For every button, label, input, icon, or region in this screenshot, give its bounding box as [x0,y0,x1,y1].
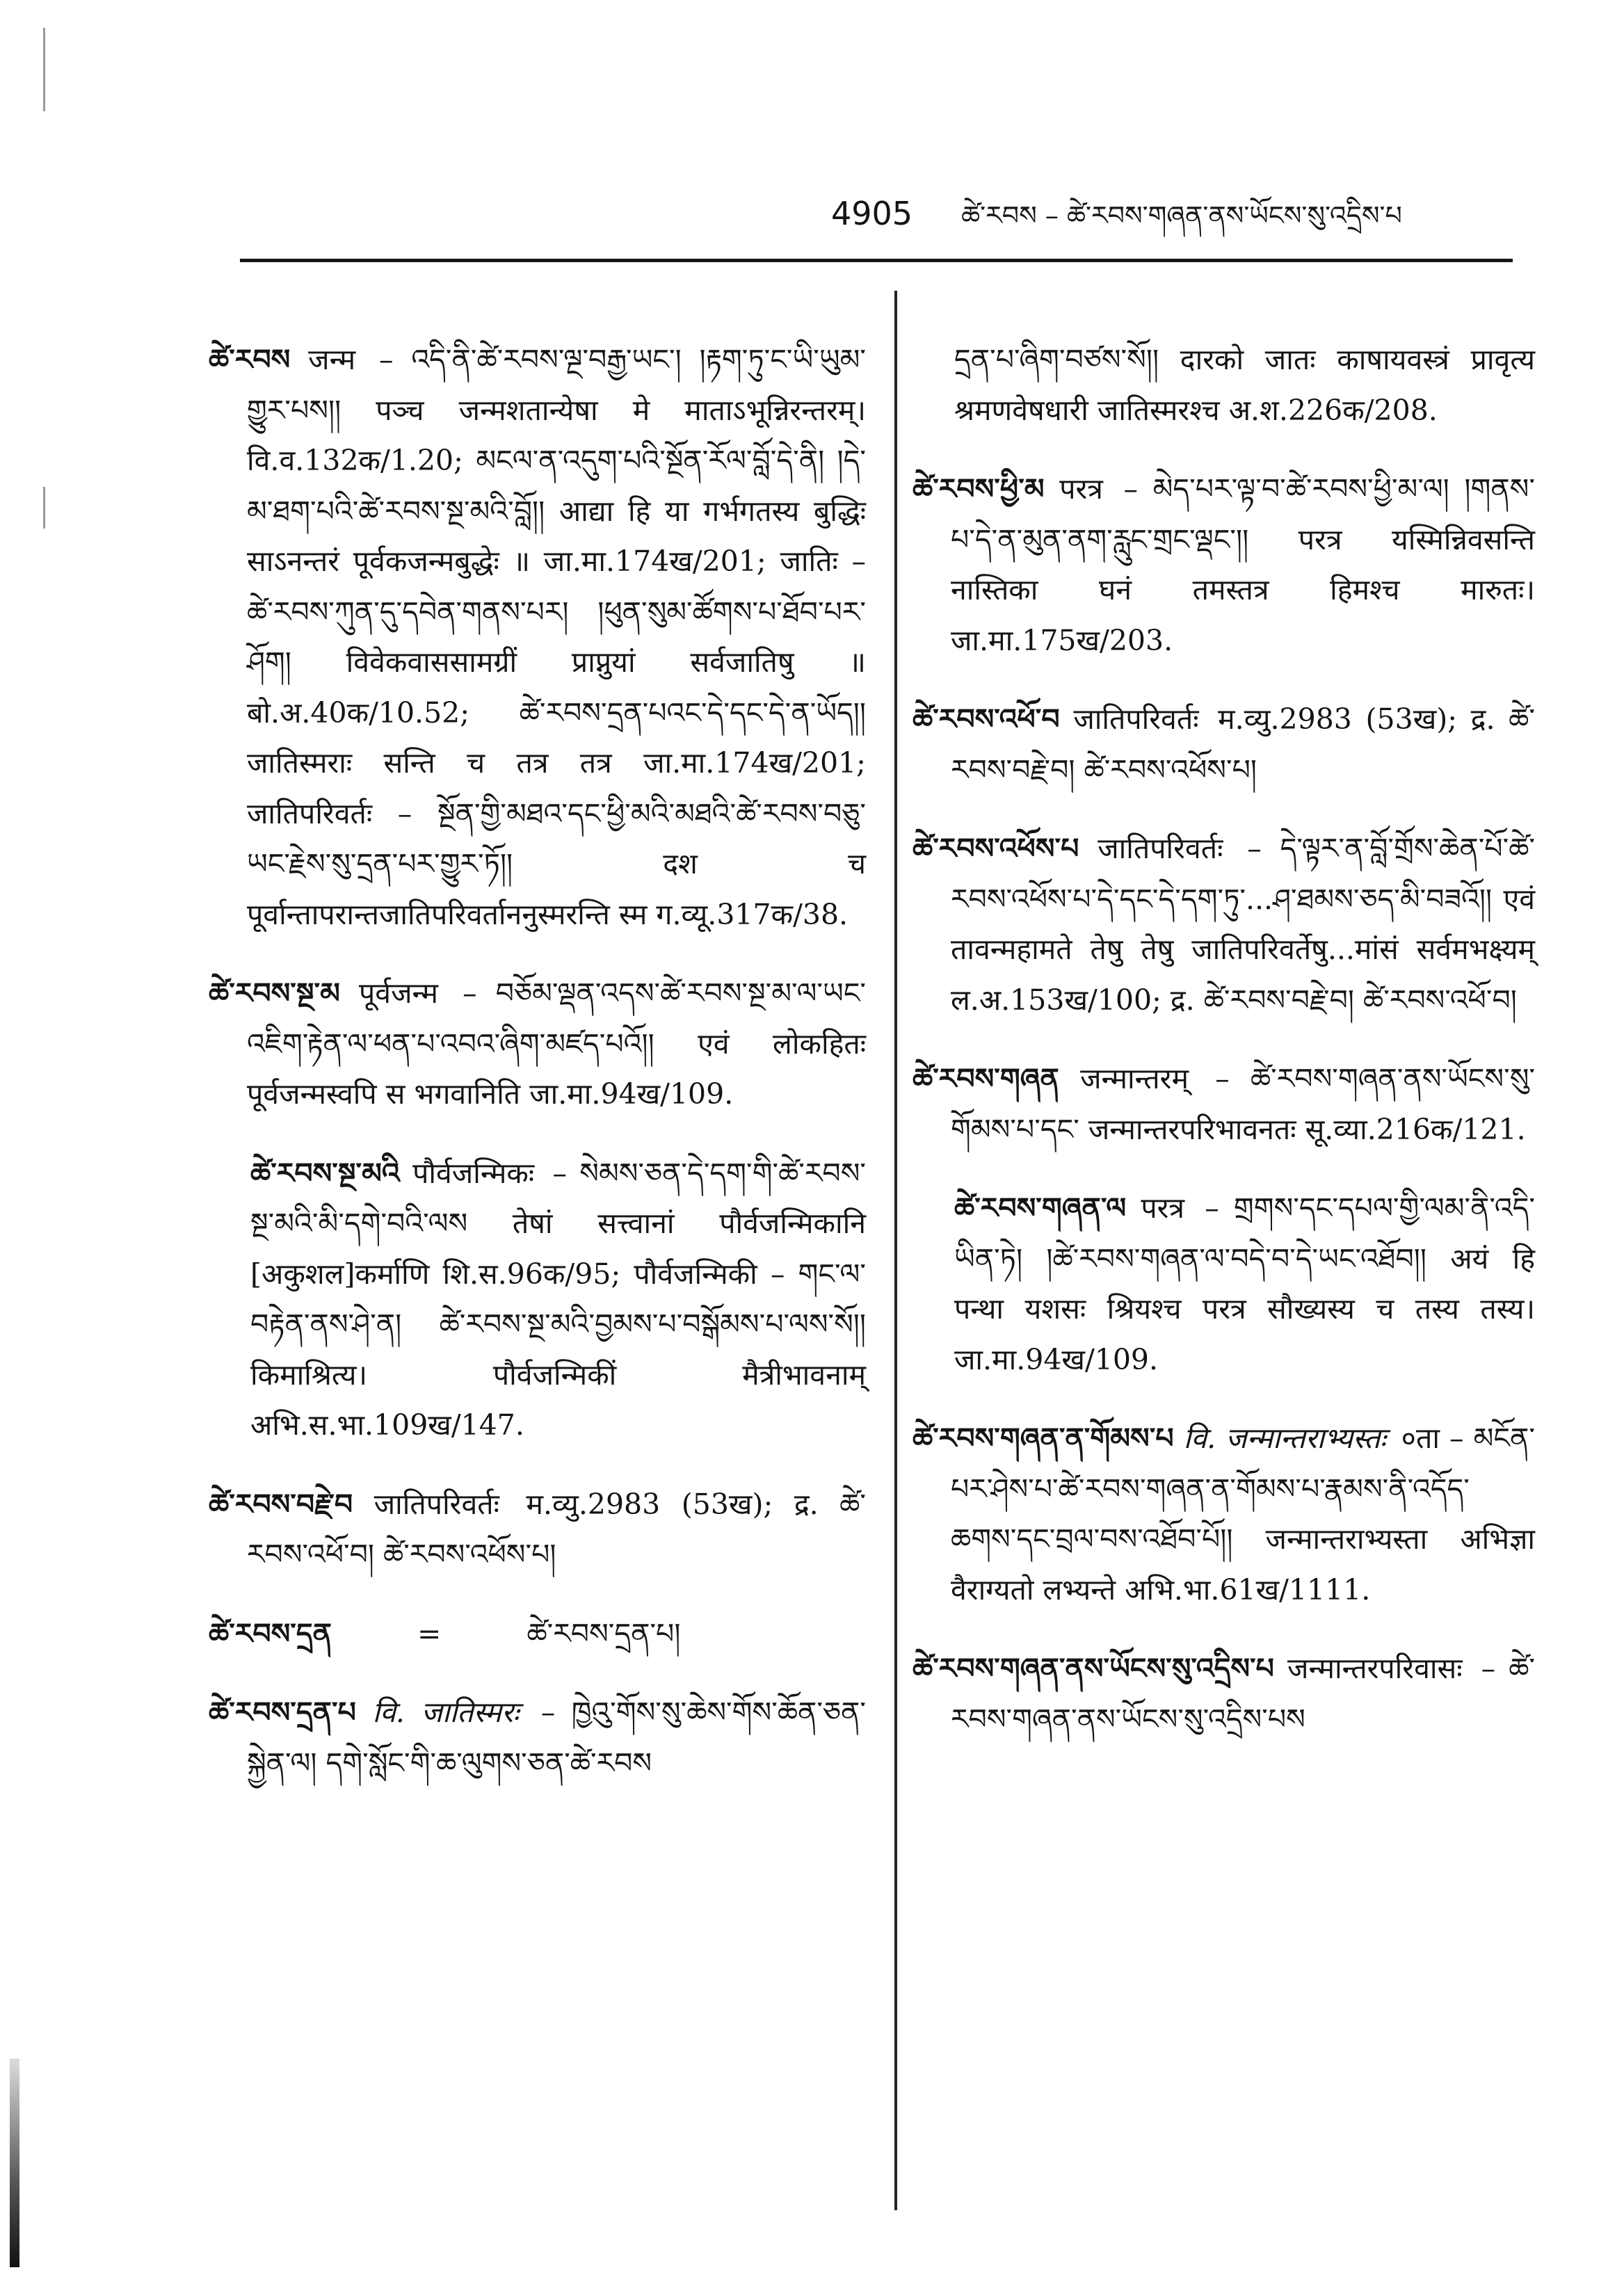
dictionary-subentry [913,1183,1535,1385]
page-number: 4905 [831,195,913,232]
entry-gloss: = [417,1616,442,1650]
dictionary-continuation [913,335,1535,435]
entry-gloss: पूर्वजन्म [359,976,439,1010]
dictionary-entry [209,335,866,940]
entry-body: – འདི་ནི་ཚེ་རབས་ལྔ་བརྒྱ་ཡང་། །རྟག་ཏུ་ང་ཡི་ཡུམ་གྱུར་པས།། पञ्च जन्मशतान्येषा मे माताऽभून्निरन्तरम्। वि.व.132क/1.20; མངལ་ན་འདུག་པའི་སྔོན་རོལ་བློ་དེ་ནི། །དེ་མ་ཐག་པའི་ཚེ་རབས་སྔ་མའི་བློ།། आद्या हि या गर्भगतस्य बुद्धिः साऽनन्तरं पूर्वकजन्मबुद्धेः ॥ जा.मा.174ख/201; जातिः – ཚེ་རབས་ཀུན་དུ་དབེན་གནས་པར། །ཕུན་སུམ་ཚོགས་པ་ཐོབ་པར་ཤོག། विवेकवाससामग्रीं प्राप्नुयां सर्वजातिषु ॥ बो.अ.40क/10.52; ཚེ་རབས་དྲན་པའང་དེ་དང་དེ་ན་ཡོད།། जातिस्मराः सन्ति च तत्र तत्र जा.मा.174ख/201; जातिपरिवर्तः – སྔོན་གྱི་མཐའ་དང་ཕྱི་མའི་མཐའི་ཚེ་རབས་བཅུ་ཡང་རྗེས་སུ་དྲན་པར་གྱུར་ཏོ།། दश च पूर्वान्तापरान्तजातिपरिवर्ताननुस्मरन्ति स्म ग.व्यू.317क/38. [247,343,866,931]
left-column [209,306,866,1805]
right-column [913,306,1535,1761]
column-divider [894,291,897,2210]
entry-body: – ཚེ་རབས་གཞན་ནས་ཡོངས་སུ་འདྲིས་པས [951,1652,1535,1736]
dictionary-entry [209,1609,866,1659]
dictionary-entry [913,1643,1535,1744]
scan-margin-mark [43,28,45,111]
running-head: ཚེ་རབས – ཚེ་རབས་གཞན་ནས་ཡོངས་སུ་འདྲིས་པ [961,200,1402,231]
entry-body: – སེམས་ཅན་དེ་དག་གི་ཚེ་རབས་སྔ་མའི་མི་དགེ་བའི་ལས तेषां सत्त्वानां पौर्वजन्मिकानि [अकुशल]कर्माणि शि.स.96क/95; पौर्वजन्मिकी – གང་ལ་བརྟེན་ནས་ཤེ་ན། ཚེ་རབས་སྔ་མའི་བྱམས་པ་བསྒོམས་པ་ལས་སོ།། किमाश्रित्य। पौर्वजन्मिकीं मैत्रीभावनाम् अभि.स.भा.109ख/147. [250,1156,866,1442]
entry-body: म.व्यु.2983 (53ख); द्र. ཚེ་རབས་བརྗེ་བ། ཚེ་རབས་འཕོས་པ། [951,702,1535,787]
entry-headword: ཚེ་རབས་ཕྱི་མ [913,472,1045,506]
entry-gloss: जातिपरिवर्तः [1073,702,1199,736]
entry-body: – ཁྱེའུ་གོས་སུ་ཆེས་གོས་ཆོན་ཅན་སྐྱེན་ལ། དགེ་སློང་གི་ཆ་ལུགས་ཅན་ཚེ་རབས [247,1696,866,1780]
entry-body: – བཅོམ་ལྡན་འདས་ཚེ་རབས་སྔ་མ་ལ་ཡང་འཇིག་རྟེན་ལ་ཕན་པ་འབའ་ཞིག་མཛད་པའོ།། एवं लोकहितः पूर्वजन्मस्वपि स भगवानिति जा.मा.94ख/109. [247,976,866,1111]
entry-headword: ཚེ་རབས [209,343,291,376]
entry-headword: ཚེ་རབས་དྲན [209,1616,332,1650]
entry-gloss: वि. जातिस्मरः [372,1696,520,1729]
header-rule [240,259,1513,262]
entry-headword: ཚེ་རབས་དྲན་པ [209,1696,356,1729]
page-header [831,186,1527,242]
entry-body: – གྲགས་དང་དཔལ་གྱི་ལམ་ནི་འདི་ཡིན་ཏེ། །ཚེ་རབས་གཞན་ལ་བདེ་བ་དེ་ཡང་འཐོབ།། अयं हि पन्था यशसः श्रियश्च परत्र सौख्यस्य च तस्य तस्य। जा.मा.94ख/109. [954,1191,1535,1376]
scan-margin-mark [43,487,45,529]
entry-gloss: जन्म [308,343,356,376]
entry-headword: ཚེ་རབས་འཕོ་བ [913,702,1060,736]
dictionary-entry [913,1413,1535,1615]
entry-headword: ཚེ་རབས་གཞན་ནས་ཡོངས་སུ་འདྲིས་པ [913,1652,1274,1685]
entry-headword: ཚེ་རབས་བརྗེ་བ [209,1487,353,1521]
entry-body: म.व्यु.2983 (53ख); द्र. ཚེ་རབས་འཕོ་བ། ཚེ་རབས་འཕོས་པ། [247,1487,866,1571]
dictionary-entry [913,464,1535,666]
dictionary-entry [209,1479,866,1580]
dictionary-subentry [209,1148,866,1451]
entry-body: – མེད་པར་ལྟ་བ་ཚེ་རབས་ཕྱི་མ་ལ། །གནས་པ་དེ་ན་མུན་ནག་རླུང་གྲང་ལྡང་།། परत्र यस्मिन्निवसन्ति नास्तिका घनं तमस्तत्र हिमश्च मारुतः। जा.मा.175ख/203. [951,472,1535,657]
entry-body: ཚེ་རབས་དྲན་པ། [526,1616,681,1650]
entry-headword: ཚེ་རབས་འཕོས་པ [913,832,1079,865]
entry-gloss: जातिपरिवर्तः [373,1487,499,1521]
entry-headword: ཚེ་རབས་གཞན [913,1062,1059,1095]
scan-binding-shadow [10,2059,19,2267]
dictionary-entry [913,1054,1535,1154]
entry-headword: ཚེ་རབས་སྔ་མ [209,976,340,1010]
dictionary-entry [913,694,1535,795]
entry-body: – ཚེ་རབས་གཞན་ནས་ཡོངས་སུ་གོམས་པ་དང་ जन्मान्तरपरिभावनतः सू.व्या.216क/121. [951,1062,1535,1146]
entry-headword: ཚེ་རབས་སྔ་མའི [250,1156,400,1190]
dictionary-entry [209,968,866,1120]
entry-body: ०ता – མངོན་པར་ཤེས་པ་ཚེ་རབས་གཞན་ན་གོམས་པ་རྣམས་ནི་འདོད་ཆགས་དང་བྲལ་བས་འཐོབ་པོ།། जन्मान्तराभ्यस्ता अभिज्ञा वैराग्यतो लभ्यन्ते अभि.भा.61ख/1111. [951,1422,1535,1607]
entry-body: – དེ་ལྟར་ན་བློ་གྲོས་ཆེན་པོ་ཚེ་རབས་འཕོས་པ་དེ་དང་དེ་དག་ཏུ་...ཤ་ཐམས་ཅད་མི་བཟའོ།། एवं तावन्महामते तेषु तेषु जातिपरिवर्तेषु...मांसं सर्वमभक्ष्यम् ल.अ.153ख/100; द्र. ཚེ་རབས་བརྗེ་བ། ཚེ་རབས་འཕོ་བ། [951,832,1535,1017]
dictionary-entry [209,1687,866,1788]
entry-gloss: वि. जन्मान्तराभ्यस्तः [1183,1422,1386,1455]
entry-gloss: परत्र [1141,1191,1185,1225]
entry-gloss: जन्मान्तरपरिवासः [1287,1652,1463,1685]
entry-headword: ཚེ་རབས་གཞན་ན་གོམས་པ [913,1422,1174,1455]
dictionary-entry [913,823,1535,1025]
entry-headword: ཚེ་རབས་གཞན་ལ [954,1191,1127,1225]
entry-gloss: जातिपरिवर्तः [1098,832,1223,865]
entry-gloss: जन्मान्तरम् [1080,1062,1189,1095]
entry-gloss: परत्र [1059,472,1103,506]
entry-gloss: पौर्वजन्मिकः [412,1156,535,1190]
entry-body: དྲན་པ་ཞིག་བཙས་སོ།། दारको जातः काषायवस्त्रं प्रावृत्य श्रमणवेषधारी जातिस्मरश्च अ.श.226क/208. [954,343,1535,427]
